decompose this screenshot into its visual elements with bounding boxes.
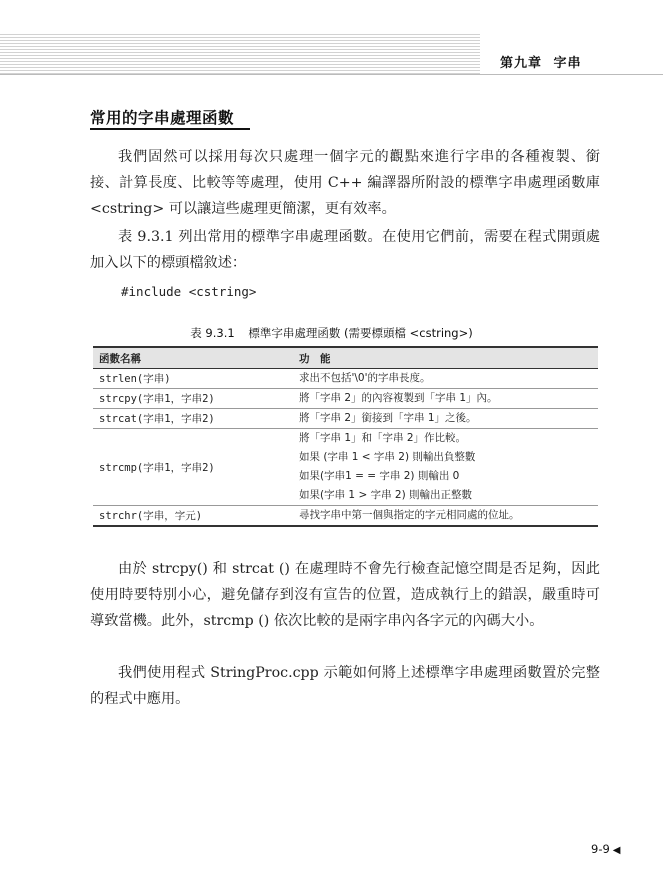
- paragraph-example: 我們使用程式 StringProc.cpp 示範如何將上述標準字串處理函數置於完整的程式中應用。: [90, 665, 600, 707]
- table-row: [93, 429, 598, 506]
- table-cell-description: [293, 389, 598, 409]
- table-cell-function: strlen(字串): [93, 369, 293, 389]
- page-footer: [591, 842, 621, 856]
- table-caption-number: 表 9.3.1: [190, 326, 235, 340]
- section-title-underline: [90, 128, 250, 130]
- section-title: 常用的字串處理函數: [90, 109, 235, 127]
- table-row: [93, 369, 598, 389]
- table-cell-description: [293, 429, 598, 506]
- paragraph-warning: 由於 strcpy() 和 strcat () 在處理時不會先行檢查記憶空間是否足夠，因此使用時要特別小心，避免儲存到沒有宣告的位置，造成執行上的錯誤，嚴重時可導致當機。此外，strcmp () 依次比較的是兩字串內各字元的內碼大小。: [90, 561, 600, 629]
- chapter-title: 第九章 字串: [500, 56, 582, 71]
- table-cell-description: [293, 506, 598, 527]
- table-caption-text: 標準字串處理函數 (需要標頭檔 <cstring>): [248, 326, 473, 340]
- table-header-function-description: 功 能: [293, 347, 598, 369]
- description-line: 將「字串 2」的內容複製到「字串 1」內。: [299, 392, 498, 404]
- description-line: 如果 (字串 1 < 字串 2) 則輸出負整數: [299, 451, 476, 463]
- table-cell-description: [293, 409, 598, 429]
- table-cell-description: [293, 369, 598, 389]
- table-cell-function: strchr(字串，字元): [93, 506, 293, 527]
- table-cell-function: strcat(字串1，字串2): [93, 409, 293, 429]
- description-line: 如果(字串 1 > 字串 2) 則輸出正整數: [299, 489, 473, 501]
- table-row: [93, 409, 598, 429]
- table-header-row: [93, 347, 598, 369]
- table-row: [93, 389, 598, 409]
- triangle-left-icon: ◀: [612, 845, 621, 856]
- string-function-table: [93, 346, 598, 527]
- code-include-line: #include <cstring>: [121, 284, 257, 299]
- table-header-function-name: 函數名稱: [93, 347, 293, 369]
- paragraph-intro: 我們固然可以採用每次只處理一個字元的觀點來進行字串的各種複製、銜接、計算長度、比較等等處理，使用 C++ 編譯器所附設的標準字串處理函數庫 <cstring> 可以讓這些處理更簡潔，更有效率。: [90, 149, 600, 217]
- description-line: 將「字串 1」和「字串 2」作比較。: [299, 432, 467, 444]
- table-caption: [0, 325, 663, 341]
- page-number: 9-9: [591, 842, 610, 856]
- paragraph-table-intro: 表 9.3.1 列出常用的標準字串處理函數。在使用它們前，需要在程式開頭處加入以下的標頭檔敘述：: [90, 229, 600, 271]
- description-line: 求出不包括'\0'的字串長度。: [299, 372, 431, 384]
- table-row: [93, 506, 598, 527]
- table-cell-function: strcpy(字串1，字串2): [93, 389, 293, 409]
- description-line: 尋找字串中第一個與指定的字元相同處的位址。: [299, 509, 520, 521]
- header-rule: [0, 74, 663, 75]
- description-line: 將「字串 2」銜接到「字串 1」之後。: [299, 412, 477, 424]
- table-cell-function: strcmp(字串1，字串2): [93, 429, 293, 506]
- description-line: 如果(字串1 = = 字串 2) 則輸出 0: [299, 470, 460, 482]
